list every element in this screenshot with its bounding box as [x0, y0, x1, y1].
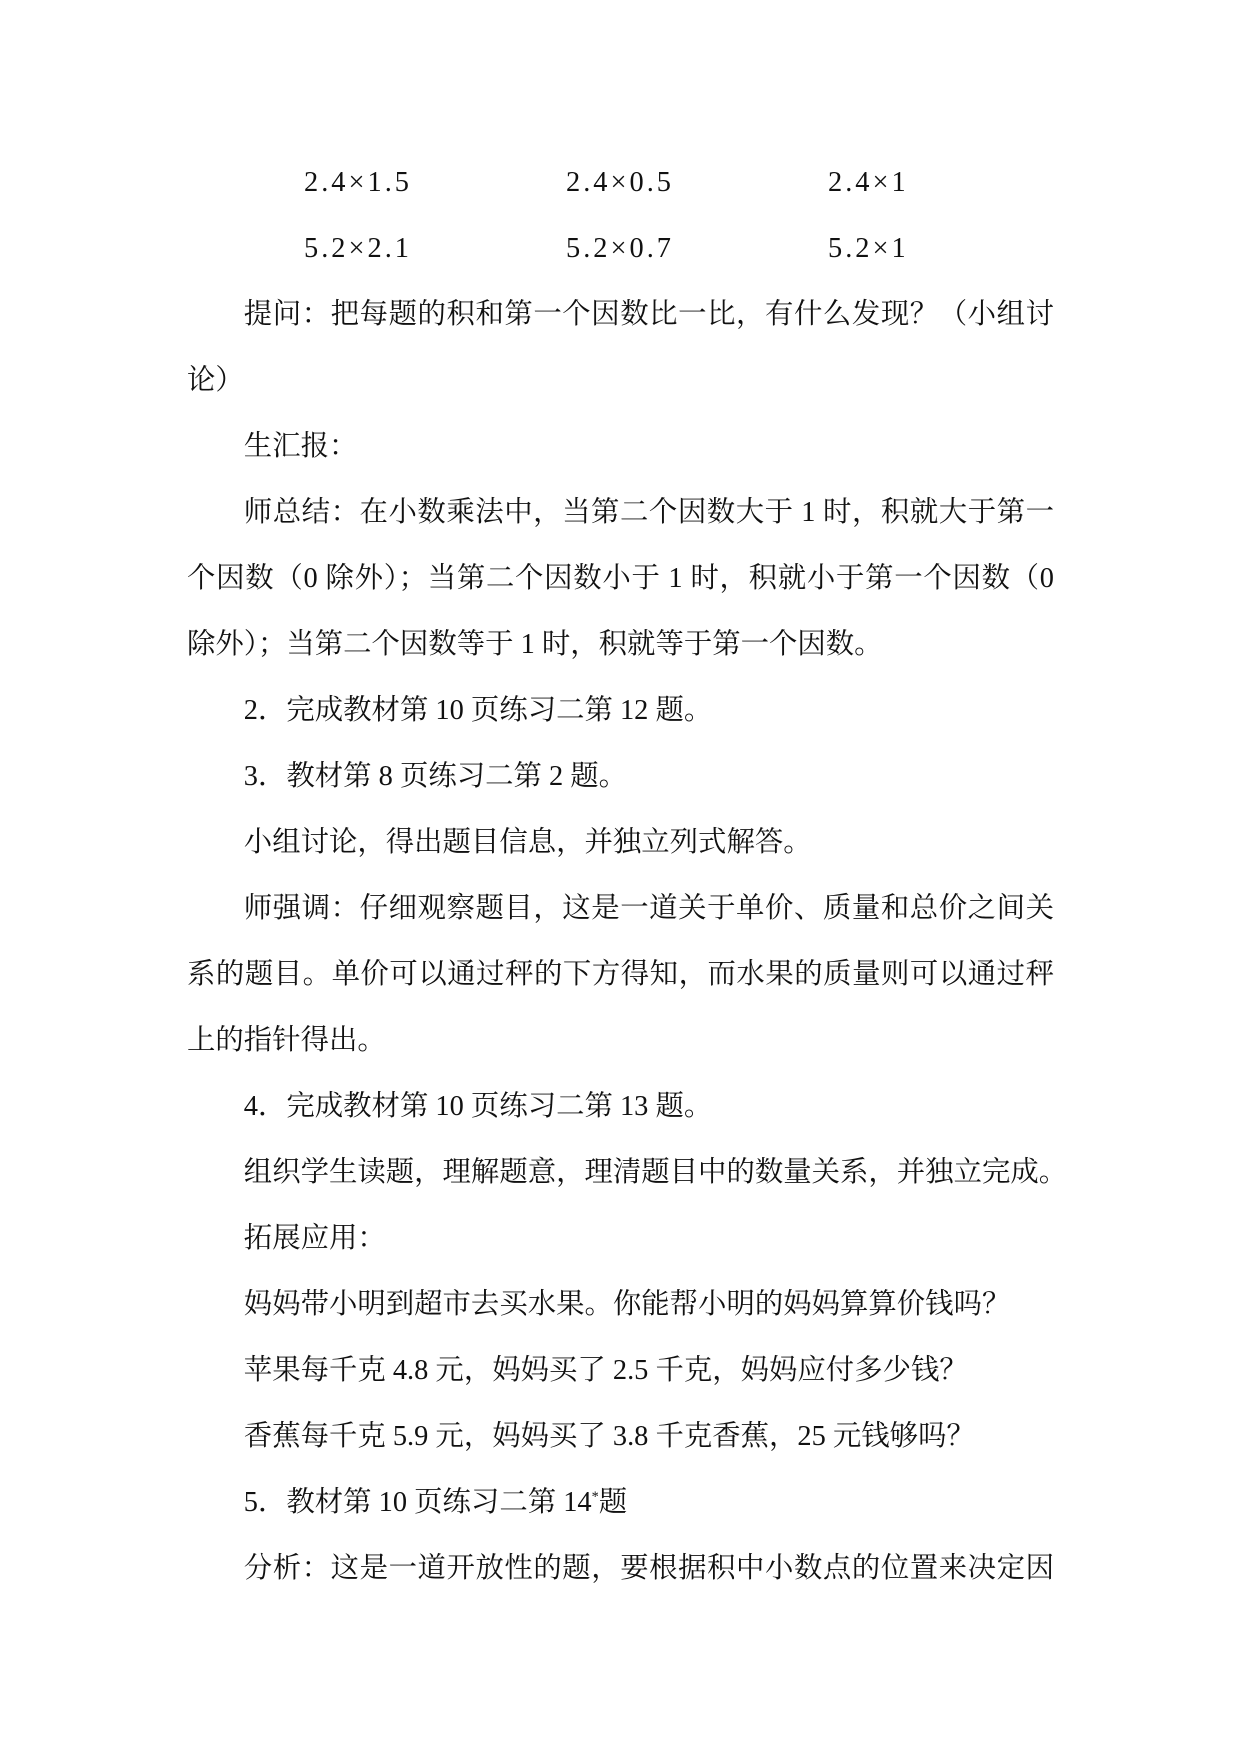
paragraph-line: 提问：把每题的积和第一个因数比一比，有什么发现？（小组讨	[243, 299, 1054, 330]
document-body	[187, 150, 1068, 1602]
list-item-3	[187, 744, 1054, 810]
paragraph-question	[187, 282, 1054, 414]
paragraph-extension-heading	[187, 1206, 1054, 1272]
paragraph-shopping-intro	[187, 1272, 1054, 1338]
paragraph-analysis	[187, 1536, 1054, 1602]
paragraph-line: 苹果每千克 4.8 元，妈妈买了 2.5 千克，妈妈应付多少钱？	[243, 1355, 968, 1386]
formula-row	[187, 150, 1054, 216]
formula-row	[187, 216, 1054, 282]
list-item-4	[187, 1074, 1054, 1140]
paragraph-group-discussion	[187, 810, 1054, 876]
paragraph-teacher-summary	[187, 480, 1054, 678]
paragraph-student-report	[187, 414, 1054, 480]
paragraph-line: 小组讨论，得出题目信息，并独立列式解答。	[243, 827, 812, 858]
paragraph-line: 生汇报：	[243, 431, 358, 462]
paragraph-banana-question	[187, 1404, 1054, 1470]
formula-expression: 2.4×0.5	[566, 167, 674, 198]
paragraph-organize-reading	[187, 1140, 1068, 1206]
paragraph-line: 2．完成教材第 10 页练习二第 12 题。	[243, 695, 713, 726]
line-text: 题	[598, 1487, 628, 1518]
paragraph-apple-question	[187, 1338, 1054, 1404]
superscript-asterisk: *	[591, 1489, 599, 1506]
paragraph-line: 拓展应用：	[243, 1223, 386, 1254]
paragraph-line: 分析：这是一道开放性的题，要根据积中小数点的位置来决定因	[243, 1553, 1054, 1584]
paragraph-line: 3．教材第 8 页练习二第 2 题。	[243, 761, 628, 792]
paragraph-line: 个因数（0 除外）；当第二个因数小于 1 时，积就小于第一个因数（0	[187, 563, 1054, 594]
paragraph-line: 师总结：在小数乘法中，当第二个因数大于 1 时，积就大于第一	[243, 497, 1054, 528]
paragraph-line: 师强调：仔细观察题目，这是一道关于单价、质量和总价之间关	[243, 893, 1054, 924]
formula-expression: 5.2×2.1	[304, 233, 412, 264]
paragraph-line: 香蕉每千克 5.9 元，妈妈买了 3.8 千克香蕉，25 元钱够吗？	[243, 1421, 975, 1452]
paragraph-line: 4．完成教材第 10 页练习二第 13 题。	[243, 1091, 713, 1122]
paragraph-line: 论）	[187, 365, 244, 396]
paragraph-line: 上的指针得出。	[187, 1025, 386, 1056]
paragraph-line	[187, 1470, 1054, 1536]
paragraph-line: 除外）；当第二个因数等于 1 时，积就等于第一个因数。	[187, 629, 883, 660]
paragraph-teacher-emphasis	[187, 876, 1054, 1074]
formula-expression: 5.2×1	[828, 233, 909, 264]
list-item-5	[187, 1470, 1054, 1536]
list-item-2	[187, 678, 1054, 744]
formula-expression: 5.2×0.7	[566, 233, 674, 264]
paragraph-line: 妈妈带小明到超市去买水果。你能帮小明的妈妈算算价钱吗？	[243, 1289, 1011, 1320]
formula-expression: 2.4×1.5	[304, 167, 412, 198]
paragraph-line: 系的题目。单价可以通过秤的下方得知，而水果的质量则可以通过秤	[187, 959, 1054, 990]
line-text: 5．教材第 10 页练习二第 14	[243, 1487, 592, 1518]
formula-expression: 2.4×1	[828, 167, 909, 198]
paragraph-line: 组织学生读题，理解题意，理清题目中的数量关系，并独立完成。	[243, 1157, 1068, 1188]
